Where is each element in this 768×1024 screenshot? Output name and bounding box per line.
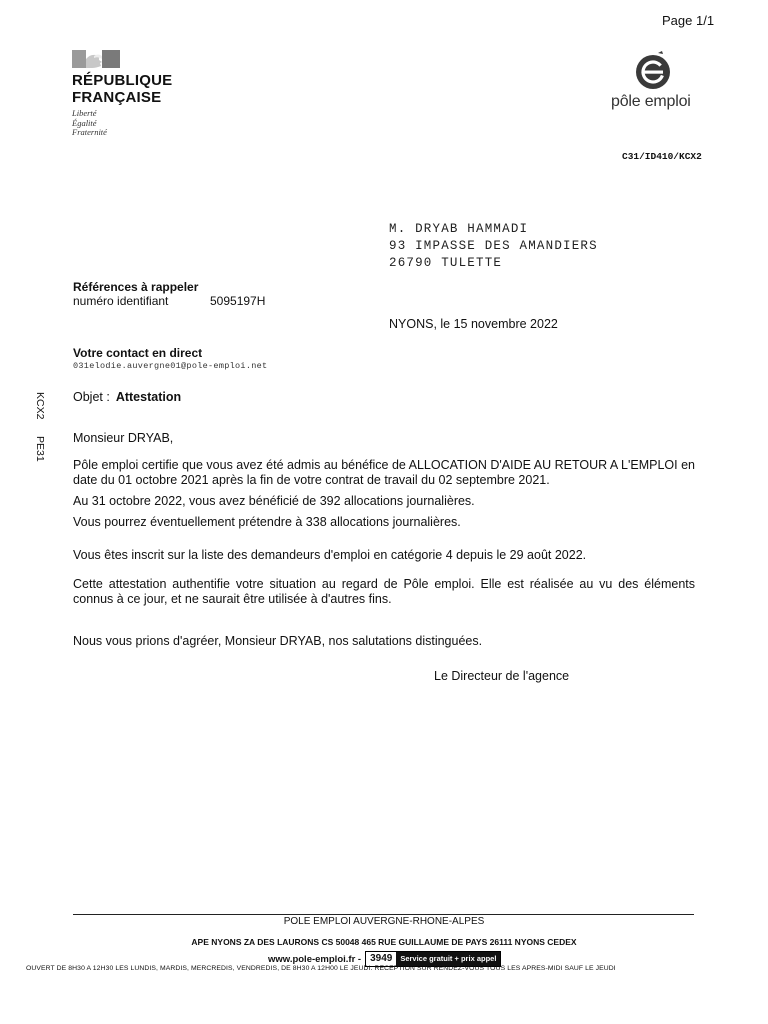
pole-emploi-brand-text: pôle emploi	[611, 93, 691, 110]
paragraph-admission: Pôle emploi certifie que vous avez été admis au bénéfice de ALLOCATION D'AIDE AU RETOUR A L'EMPLOI en date du 01 octobre 2021 après la fin de votre contrat de travail du 02 septembre 2021.	[73, 458, 695, 487]
signature: Le Directeur de l'agence	[434, 669, 570, 683]
recipient-name: M. DRYAB HAMMADI	[389, 222, 529, 236]
recipient-city: 26790 TULETTE	[389, 256, 503, 270]
phone-number: 3949	[366, 952, 396, 966]
place-date: NYONS, le 15 novembre 2022	[389, 317, 558, 331]
motto-fraternite: Fraternité	[72, 127, 107, 137]
contact-title: Votre contact en direct	[73, 346, 203, 360]
republique-francaise-logo	[72, 50, 192, 138]
footer-address: APE NYONS ZA DES LAURONS CS 50048 465 RUE GUILLAUME DE PAYS 26111 NYONS CEDEX	[191, 937, 577, 947]
phone-note: Service gratuit + prix appel	[396, 952, 500, 966]
marianne-flag-icon	[72, 50, 120, 68]
motto-liberte: Liberté	[72, 108, 97, 118]
references-label: numéro identifiant	[73, 294, 169, 308]
recipient-address	[389, 221, 598, 272]
references-title: Références à rappeler	[73, 280, 199, 294]
republic-line-1: RÉPUBLIQUE	[72, 72, 173, 89]
references-value: 5095197H	[210, 294, 266, 308]
footer-organization: POLE EMPLOI AUVERGNE-RHONE-ALPES	[283, 916, 485, 927]
paragraph-allocations-remaining: Vous pourrez éventuellement prétendre à 338 allocations journalières.	[73, 515, 461, 529]
salutation: Monsieur DRYAB,	[73, 431, 174, 445]
paragraph-closing: Nous vous prions d'agréer, Monsieur DRYAB, nos salutations distinguées.	[73, 634, 483, 648]
side-mark-kcx2: KCX2	[34, 392, 46, 420]
footer-website-link[interactable]: www.pole-emploi.fr -	[268, 953, 362, 965]
subject-value: Attestation	[115, 390, 182, 404]
subject-line	[73, 390, 181, 404]
republic-line-2: FRANÇAISE	[72, 89, 162, 106]
document-code: C31/ID410/KCX2	[622, 151, 702, 162]
footer-divider	[73, 914, 694, 915]
paragraph-authentication: Cette attestation authentifie votre situation au regard de Pôle emploi. Elle est réalisée au vu des éléments connus à ce jour, et ne saurait être utilisée à d'autres fins.	[73, 577, 695, 606]
footer-hours: OUVERT DE 8H30 A 12H30 LES LUNDIS, MARDIS, MERCREDIS, VENDREDIS, DE 8H30 A 12H00 LE JEUDI. RECEPTION SUR RENDEZ-VOUS TOUS LES APRES-MIDI SAUF LE JEUDI	[26, 965, 616, 972]
paragraph-registration: Vous êtes inscrit sur la liste des demandeurs d'emploi en catégorie 4 depuis le 29 août 2022.	[73, 548, 587, 562]
subject-label: Objet :	[73, 390, 110, 404]
side-mark-pe31: PE31	[34, 436, 46, 462]
motto-egalite: Égalité	[72, 117, 97, 128]
paragraph-allocations-received: Au 31 octobre 2022, vous avez bénéficié de 392 allocations journalières.	[73, 494, 475, 508]
page-number: Page 1/1	[662, 13, 715, 28]
recipient-street: 93 IMPASSE DES AMANDIERS	[389, 239, 598, 253]
contact-email: 031elodie.auvergne01@pole-emploi.net	[73, 361, 268, 371]
